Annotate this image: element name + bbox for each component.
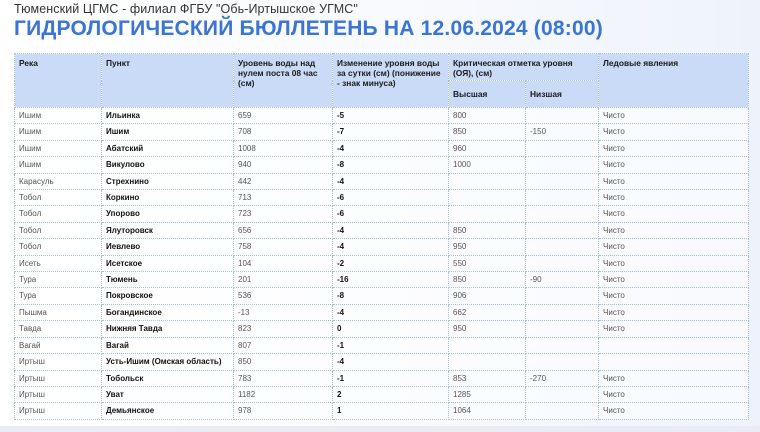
change-cell: -4 [333, 239, 449, 255]
critical-low-cell [526, 140, 599, 156]
critical-low-cell [526, 304, 599, 320]
ice-cell: Чисто [599, 222, 749, 238]
critical-high-cell: 850 [449, 222, 526, 238]
critical-high-cell [449, 173, 526, 189]
river-cell: Тобол [15, 222, 102, 238]
change-cell: -6 [333, 206, 449, 222]
critical-low-cell [526, 157, 599, 173]
ice-cell: Чисто [599, 173, 749, 189]
river-cell: Карасуль [15, 173, 102, 189]
change-cell: -4 [333, 304, 449, 320]
table-row [15, 337, 749, 353]
critical-high-cell: 906 [449, 288, 526, 304]
col-header-ice: Ледовые явления [599, 54, 749, 108]
change-cell: -16 [333, 272, 449, 288]
col-header-change: Изменение уровня воды за сутки (см) (понижение - знак минуса) [333, 54, 449, 108]
table-row [15, 206, 749, 222]
table-body [15, 108, 749, 420]
critical-high-cell: 950 [449, 239, 526, 255]
level-cell: 978 [234, 403, 333, 419]
change-cell: 0 [333, 321, 449, 337]
table-row [15, 157, 749, 173]
table-row [15, 108, 749, 124]
ice-cell: Чисто [599, 108, 749, 124]
change-cell: 2 [333, 386, 449, 402]
ice-cell: Чисто [599, 403, 749, 419]
table-row [15, 239, 749, 255]
critical-low-cell [526, 108, 599, 124]
change-cell: -4 [333, 140, 449, 156]
station-cell: Стрехнино [102, 173, 234, 189]
critical-high-cell: 850 [449, 124, 526, 140]
page-title: ГИДРОЛОГИЧЕСКИЙ БЮЛЛЕТЕНЬ НА 12.06.2024 (08:00) [14, 17, 603, 40]
ice-cell: Чисто [599, 255, 749, 271]
critical-high-cell: 1000 [449, 157, 526, 173]
level-cell: 708 [234, 124, 333, 140]
col-header-river: Река [15, 54, 102, 108]
change-cell: -1 [333, 337, 449, 353]
ice-cell: Чисто [599, 206, 749, 222]
ice-cell: Чисто [599, 304, 749, 320]
station-cell: Ильинка [102, 108, 234, 124]
ice-cell: Чисто [599, 140, 749, 156]
col-header-station: Пункт [102, 54, 234, 108]
river-cell: Пышма [15, 304, 102, 320]
river-cell: Иртыш [15, 354, 102, 370]
critical-low-cell [526, 239, 599, 255]
station-cell: Упорово [102, 206, 234, 222]
river-cell: Вагай [15, 337, 102, 353]
ice-cell [599, 337, 749, 353]
critical-high-cell [449, 337, 526, 353]
critical-low-cell [526, 173, 599, 189]
change-cell: -7 [333, 124, 449, 140]
critical-high-cell: 960 [449, 140, 526, 156]
table-row [15, 288, 749, 304]
critical-high-cell: 950 [449, 321, 526, 337]
critical-low-cell [526, 255, 599, 271]
station-cell: Вагай [102, 337, 234, 353]
ice-cell: Чисто [599, 272, 749, 288]
level-cell: 201 [234, 272, 333, 288]
table-row [15, 304, 749, 320]
critical-high-cell: 662 [449, 304, 526, 320]
river-cell: Иртыш [15, 370, 102, 386]
change-cell: -2 [333, 255, 449, 271]
station-cell: Викулово [102, 157, 234, 173]
station-cell: Нижняя Тавда [102, 321, 234, 337]
level-cell: 940 [234, 157, 333, 173]
level-cell: 758 [234, 239, 333, 255]
station-cell: Исетское [102, 255, 234, 271]
level-cell: 783 [234, 370, 333, 386]
table-row [15, 173, 749, 189]
change-cell: -8 [333, 157, 449, 173]
river-cell: Тура [15, 272, 102, 288]
ice-cell: Чисто [599, 370, 749, 386]
station-cell: Ишим [102, 124, 234, 140]
station-cell: Тюмень [102, 272, 234, 288]
station-cell: Иевлево [102, 239, 234, 255]
critical-low-cell: -150 [526, 124, 599, 140]
col-header-critical-low: Низшая [526, 81, 599, 108]
critical-low-cell [526, 190, 599, 206]
critical-high-cell: 800 [449, 108, 526, 124]
col-header-critical: Критическая отметка уровня (ОЯ), (см) [449, 54, 599, 81]
level-cell: 850 [234, 354, 333, 370]
river-cell: Ишим [15, 108, 102, 124]
col-header-critical-high: Высшая [449, 81, 526, 108]
critical-low-cell [526, 321, 599, 337]
critical-high-cell: 1285 [449, 386, 526, 402]
change-cell: -5 [333, 108, 449, 124]
critical-low-cell [526, 288, 599, 304]
station-cell: Абатский [102, 140, 234, 156]
river-cell: Ишим [15, 140, 102, 156]
station-cell: Тобольск [102, 370, 234, 386]
change-cell: -4 [333, 173, 449, 189]
ice-cell: Чисто [599, 190, 749, 206]
hydrology-table [14, 53, 749, 420]
critical-low-cell [526, 206, 599, 222]
level-cell: 1008 [234, 140, 333, 156]
river-cell: Иртыш [15, 386, 102, 402]
table-row [15, 124, 749, 140]
level-cell: 442 [234, 173, 333, 189]
station-cell: Ялуторовск [102, 222, 234, 238]
critical-low-cell [526, 337, 599, 353]
level-cell: -13 [234, 304, 333, 320]
table-row [15, 370, 749, 386]
change-cell: -4 [333, 222, 449, 238]
critical-high-cell: 550 [449, 255, 526, 271]
organization-name: Тюменский ЦГМС - филиал ФГБУ "Обь-Иртышское УГМС" [14, 2, 358, 16]
river-cell: Тавда [15, 321, 102, 337]
critical-low-cell: -270 [526, 370, 599, 386]
col-header-level: Уровень воды над нулем поста 08 час (см) [234, 54, 333, 108]
bottom-bar [0, 426, 760, 432]
change-cell: -8 [333, 288, 449, 304]
critical-high-cell: 853 [449, 370, 526, 386]
change-cell: 1 [333, 403, 449, 419]
level-cell: 823 [234, 321, 333, 337]
ice-cell [599, 354, 749, 370]
critical-low-cell [526, 354, 599, 370]
table-row [15, 386, 749, 402]
station-cell: Богандинское [102, 304, 234, 320]
river-cell: Ишим [15, 157, 102, 173]
table-row [15, 403, 749, 419]
critical-low-cell [526, 386, 599, 402]
level-cell: 104 [234, 255, 333, 271]
river-cell: Тобол [15, 239, 102, 255]
critical-high-cell [449, 190, 526, 206]
critical-high-cell [449, 354, 526, 370]
river-cell: Тобол [15, 206, 102, 222]
change-cell: -6 [333, 190, 449, 206]
table-row [15, 140, 749, 156]
river-cell: Тобол [15, 190, 102, 206]
level-cell: 536 [234, 288, 333, 304]
ice-cell: Чисто [599, 157, 749, 173]
ice-cell: Чисто [599, 386, 749, 402]
critical-low-cell [526, 403, 599, 419]
critical-high-cell: 850 [449, 272, 526, 288]
table-row [15, 255, 749, 271]
river-cell: Исеть [15, 255, 102, 271]
table-row [15, 272, 749, 288]
river-cell: Иртыш [15, 403, 102, 419]
station-cell: Демьянское [102, 403, 234, 419]
level-cell: 659 [234, 108, 333, 124]
station-cell: Усть-Ишим (Омская область) [102, 354, 234, 370]
level-cell: 656 [234, 222, 333, 238]
table-row [15, 354, 749, 370]
ice-cell: Чисто [599, 124, 749, 140]
critical-high-cell [449, 206, 526, 222]
change-cell: -4 [333, 354, 449, 370]
level-cell: 1182 [234, 386, 333, 402]
level-cell: 723 [234, 206, 333, 222]
ice-cell: Чисто [599, 321, 749, 337]
river-cell: Тура [15, 288, 102, 304]
level-cell: 807 [234, 337, 333, 353]
river-cell: Ишим [15, 124, 102, 140]
station-cell: Уват [102, 386, 234, 402]
table-row [15, 222, 749, 238]
station-cell: Коркино [102, 190, 234, 206]
level-cell: 713 [234, 190, 333, 206]
ice-cell: Чисто [599, 239, 749, 255]
critical-low-cell: -90 [526, 272, 599, 288]
station-cell: Покровское [102, 288, 234, 304]
critical-high-cell: 1064 [449, 403, 526, 419]
change-cell: -1 [333, 370, 449, 386]
critical-low-cell [526, 222, 599, 238]
table-row [15, 321, 749, 337]
ice-cell: Чисто [599, 288, 749, 304]
table-row [15, 190, 749, 206]
